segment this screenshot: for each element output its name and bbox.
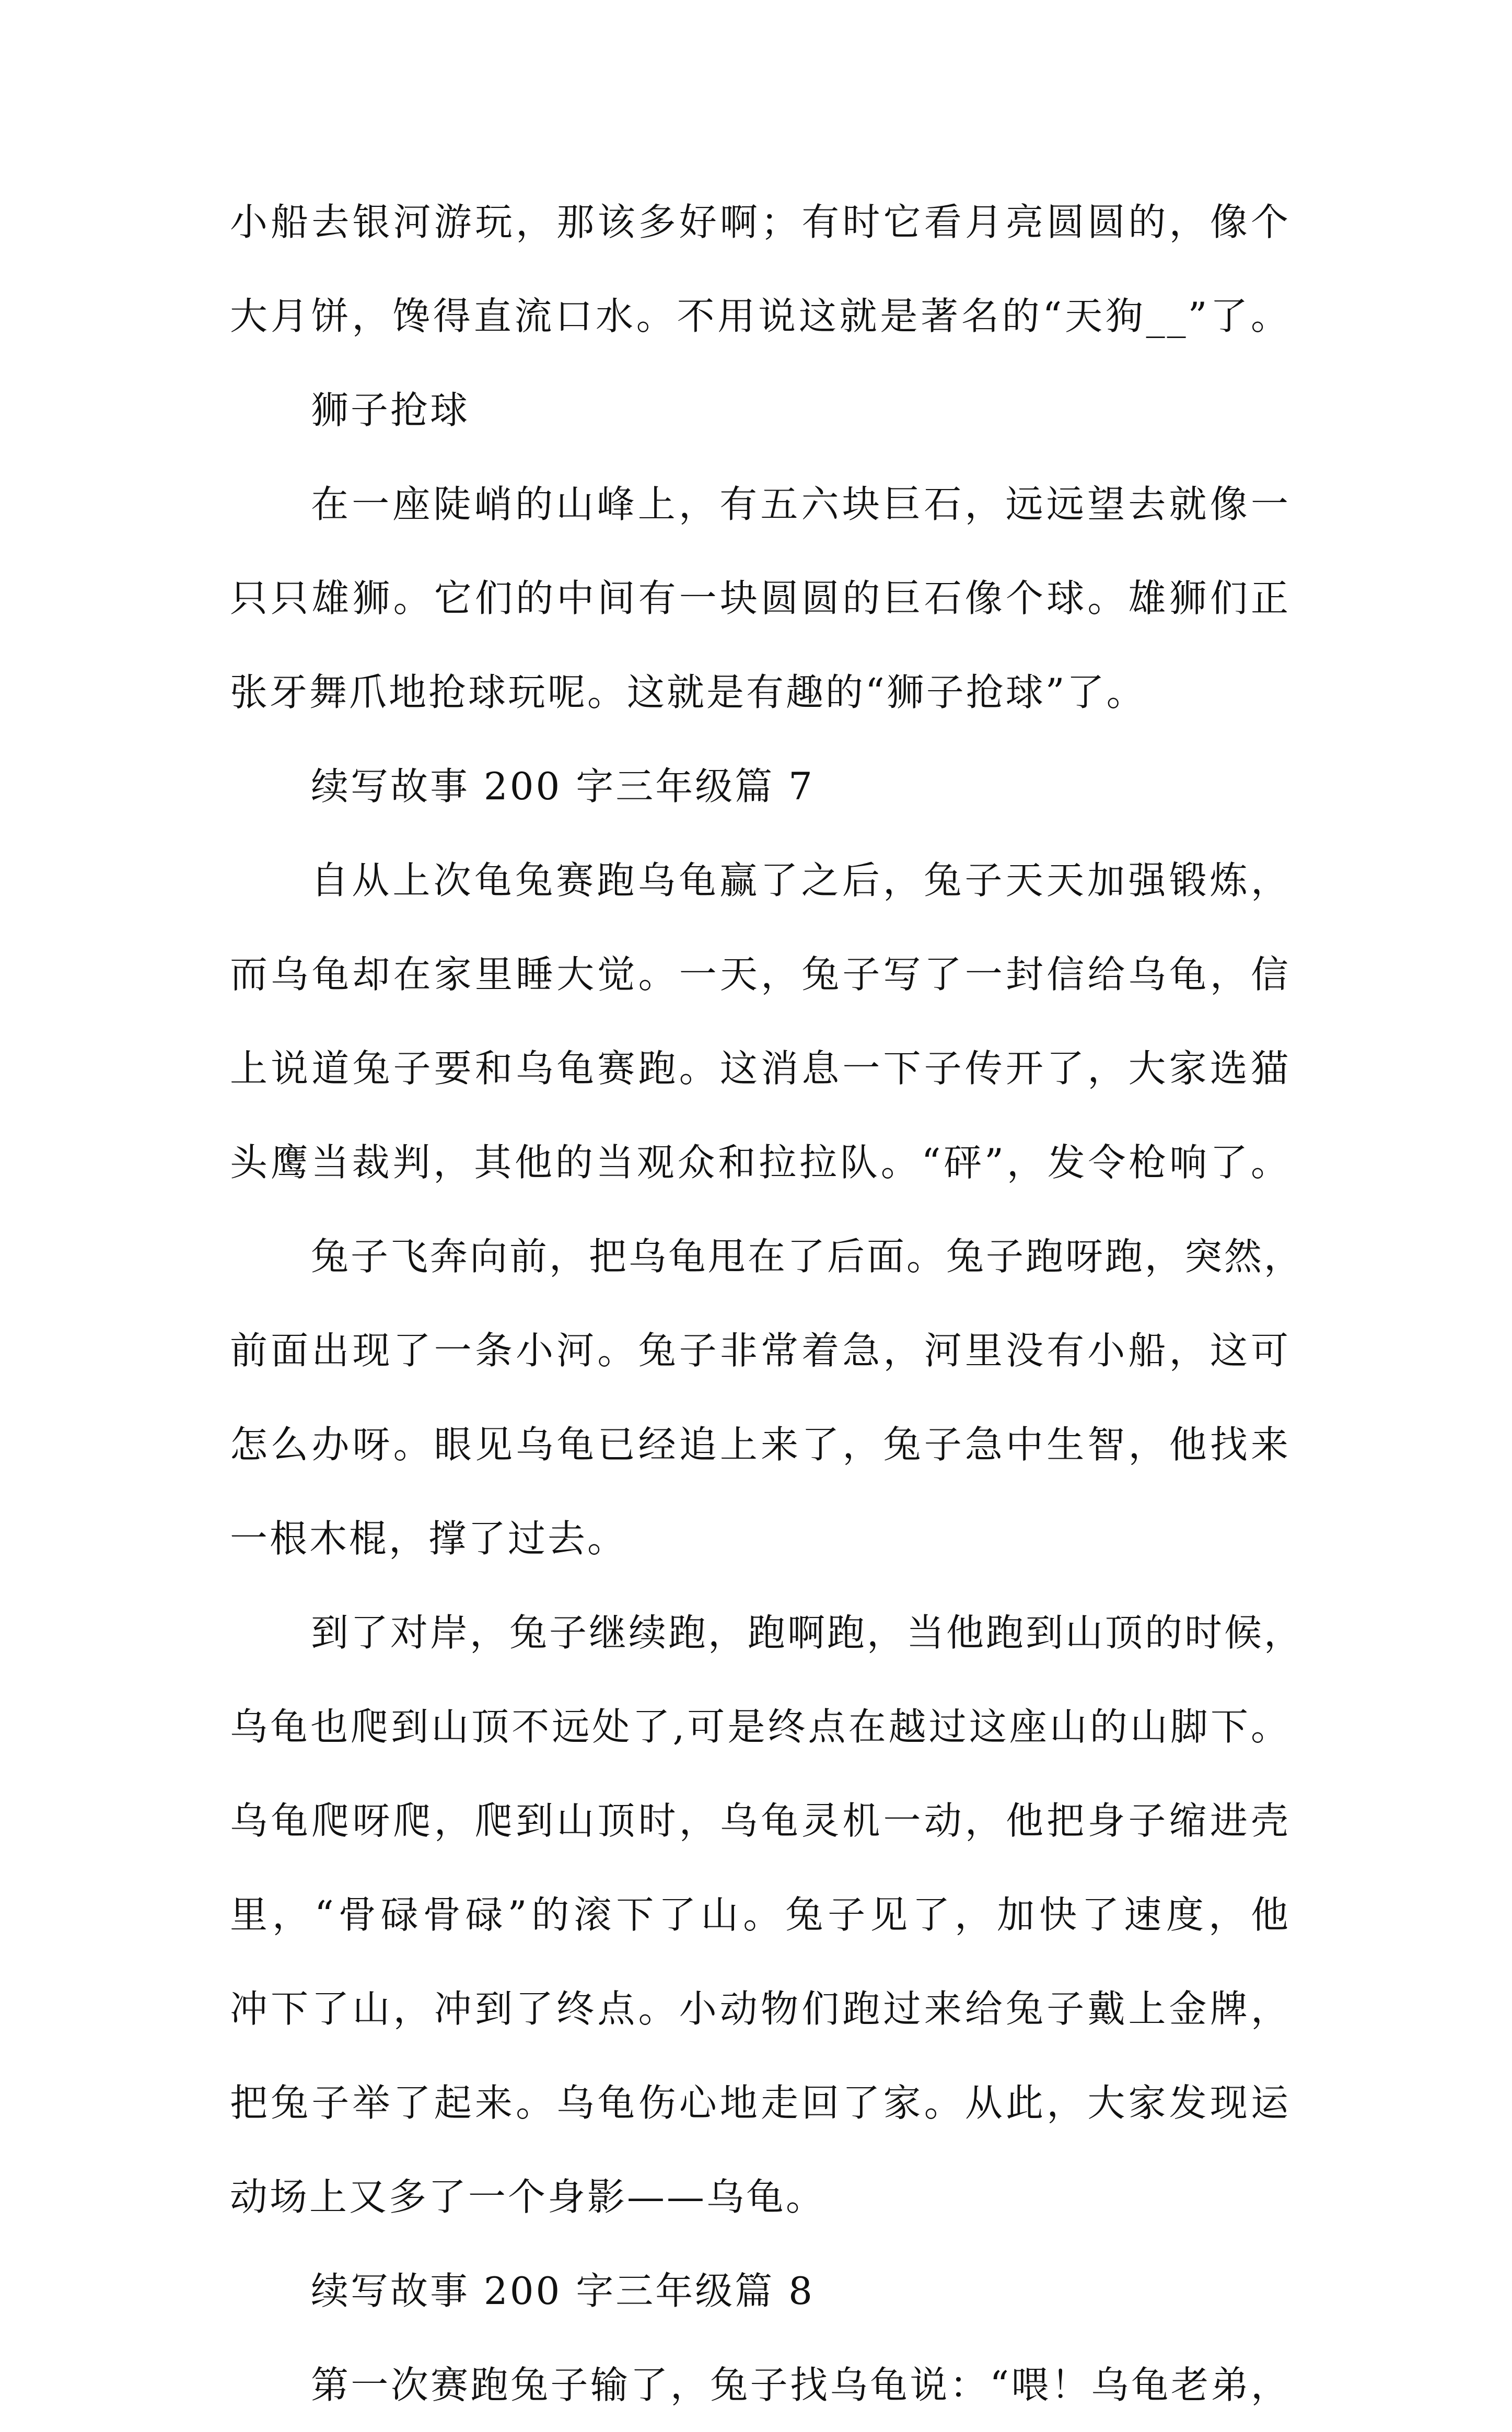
text-line: 前面出现了一条小河。兔子非常着急，河里没有小船，这可 <box>230 1329 1290 1372</box>
text-line: 一根木棍，撑了过去。 <box>230 1517 627 1561</box>
text-line: 里，“骨碌骨碌”的滚下了山。兔子见了，加快了速度，他 <box>230 1893 1290 1937</box>
text-line: 把兔子举了起来。乌龟伤心地走回了家。从此，大家发现运 <box>230 2081 1290 2125</box>
text-line: 只只雄狮。它们的中间有一块圆圆的巨石像个球。雄狮们正 <box>230 576 1290 620</box>
text-line: 小船去银河游玩，那该多好啊；有时它看月亮圆圆的，像个 <box>230 200 1290 244</box>
paragraph-first-line: 到了对岸，兔子继续跑，跑啊跑，当他跑到山顶的时候， <box>311 1611 1304 1655</box>
text-line: 而乌龟却在家里睡大觉。一天，兔子写了一封信给乌龟，信 <box>230 952 1290 996</box>
paragraph-first-line: 第一次赛跑兔子输了，兔子找乌龟说：“喂！乌龟老弟， <box>311 2363 1290 2407</box>
document-body <box>230 175 1304 2432</box>
section-heading: 续写故事 200 字三年级篇 8 <box>311 2269 815 2313</box>
section-heading: 续写故事 200 字三年级篇 7 <box>311 764 815 808</box>
text-line: 大月饼，馋得直流口水。不用说这就是著名的“天狗__”了。 <box>230 294 1290 338</box>
text-line: 乌龟也爬到山顶不远处了,可是终点在越过这座山的山脚下。 <box>230 1705 1290 1749</box>
text-line: 张牙舞爪地抢球玩呢。这就是有趣的“狮子抢球”了。 <box>230 670 1146 714</box>
text-line: 头鹰当裁判，其他的当观众和拉拉队。“砰”，发令枪响了。 <box>230 1141 1290 1184</box>
text-line: 怎么办呀。眼见乌龟已经追上来了，兔子急中生智，他找来 <box>230 1423 1290 1467</box>
paragraph-first-line: 自从上次龟兔赛跑乌龟赢了之后，兔子天天加强锻炼， <box>311 858 1290 902</box>
section-heading: 狮子抢球 <box>311 388 470 432</box>
paragraph-first-line: 在一座陡峭的山峰上，有五六块巨石，远远望去就像一 <box>311 482 1290 526</box>
text-line: 乌龟爬呀爬，爬到山顶时，乌龟灵机一动，他把身子缩进壳 <box>230 1799 1290 1843</box>
text-line: 冲下了山，冲到了终点。小动物们跑过来给兔子戴上金牌， <box>230 1987 1290 2031</box>
paragraph-first-line: 兔子飞奔向前，把乌龟甩在了后面。兔子跑呀跑，突然， <box>311 1235 1304 1278</box>
text-line: 上说道兔子要和乌龟赛跑。这消息一下子传开了，大家选猫 <box>230 1046 1290 1090</box>
text-line: 动场上又多了一个身影——乌龟。 <box>230 2175 826 2219</box>
